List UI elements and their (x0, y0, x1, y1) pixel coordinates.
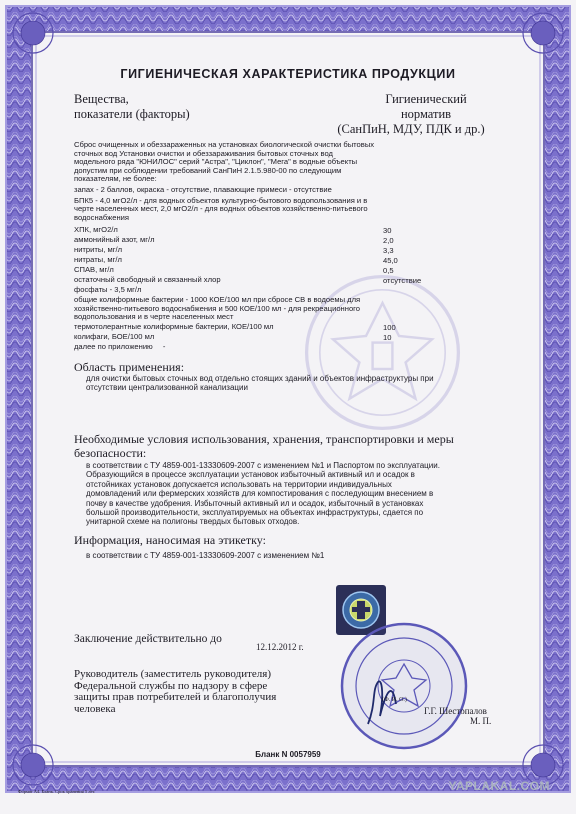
format-note: Формат А4. Бланк. Срок хранения 5 лет. (18, 789, 96, 794)
param-name: фосфаты - 3,5 мг/л (74, 285, 142, 294)
param-name: далее по приложению (74, 342, 153, 351)
header-right-line2: норматив (400, 107, 452, 121)
signatory-name: Г.Г. Шестопалов (424, 706, 487, 716)
param-row (74, 256, 122, 265)
signatory-line: защиты прав потребителей и благополучия (74, 691, 277, 703)
intro-line: БПК5 - 4,0 мгО2/л - для водных объектов культурно-бытового водопользования и в (74, 195, 368, 205)
conditions-heading (74, 432, 454, 460)
signatory-line: человека (74, 702, 116, 715)
conditions-line: унитарной схеме на полигоны твердых бытовых отходов. (86, 517, 300, 527)
coliform-line: общие колиформные бактерии - 1000 КОЕ/100 мл при сбросе СВ в водоемы для (74, 295, 361, 304)
scope-line: отсутствии централизованной канализации (86, 383, 248, 393)
scope-body (86, 374, 506, 393)
document-title: ГИГИЕНИЧЕСКАЯ ХАРАКТЕРИСТИКА ПРОДУКЦИИ (120, 67, 456, 81)
intro-line: Сброс очищенных и обеззараженных на установках биологической очистки бытовых (74, 140, 375, 149)
param-name: ХПК, мгО2/л (74, 225, 118, 234)
header-right-line1: Гигиенический (385, 92, 467, 106)
param-value: 45,0 (383, 256, 398, 265)
param-row (74, 236, 155, 245)
validity-date: 12.12.2012 г. (256, 642, 304, 652)
scope-heading: Область применения: (74, 360, 185, 374)
param-name: термотолерантные колиформные бактерии, КОЕ/100 мл (74, 322, 274, 331)
fio-caption: (Ф. И. О.) (382, 697, 407, 703)
param-row (74, 323, 274, 332)
param-value: 10 (383, 333, 392, 342)
conditions-line: отстойниках установок допускается использовать на территории индивидуальных (86, 479, 392, 489)
label-info-heading: Информация, наносимая на этикетку: (74, 533, 266, 547)
param-name: СПАВ, мг/л (74, 265, 114, 274)
param-name: нитриты, мг/л (74, 245, 123, 254)
conditions-line: в соответствии с ТУ 4859-001-13330609-2007 с изменением №1 и Паспортом по эксплуатации. (86, 461, 440, 470)
conditions-body (86, 461, 506, 527)
signatory-title (74, 669, 276, 715)
param-value: 30 (383, 226, 392, 235)
header-left-line2: показатели (факторы) (74, 107, 190, 121)
param-name: остаточный свободный и связанный хлор (74, 275, 221, 284)
validity-label: Заключение действительно до (74, 633, 222, 645)
header-norm (336, 92, 516, 137)
intro-text (74, 141, 484, 222)
conditions-line: большой производительности, эксплуатируемых на объектах инфраструктуры, сдается по (86, 508, 424, 518)
intro-line: черте населенных мест, 2,0 мгО2/л - для водных объектов хозяйственно-питьевого (74, 204, 368, 214)
intro-line: модельного ряда "ЮНИЛОС" серий "Астра", "Циклон", "Мега" в водные объекты (74, 157, 358, 167)
header-right-line3: (СанПиН, МДУ, ПДК и др.) (337, 122, 485, 136)
header-substances (74, 92, 190, 122)
param-value: отсутствие (383, 276, 422, 285)
signatory-line: Федеральной службы по надзору в сфере (74, 679, 268, 692)
intro-line: показателям, не более: (74, 174, 157, 184)
coliform-text (74, 296, 494, 322)
conditions-line: домовладений или фермерских хозяйств для компостирования с последующим внесением в (86, 489, 434, 499)
scope-line: для очистки бытовых сточных вод отдельно стоящих зданий и объектов инфраструктуры при (86, 374, 434, 383)
coliform-line: водопользования и в черте населенных мест (74, 312, 234, 322)
coliform-line: хозяйственно-питьевого водоснабжения и 500 КОЕ/100 мл - для рекреационного (74, 303, 360, 313)
param-row (74, 266, 114, 275)
conditions-line: Образующийся в процессе эксплуатации установок избыточный активный ил и осадок в (86, 470, 415, 480)
header-left-line1: Вещества, (74, 92, 129, 106)
label-info-line: в соответствии с ТУ 4859-001-13330609-2007 с изменением №1 (86, 551, 325, 560)
param-row (74, 276, 221, 285)
intro-line: водоснабжения (74, 212, 129, 222)
param-name: нитраты, мг/л (74, 255, 122, 264)
stamp-place-label: М. П. (470, 716, 492, 726)
intro-line: запах - 2 баллов, окраска - отсутствие, плавающие примеси - отсутствие (74, 184, 332, 194)
param-value: 0,5 (383, 266, 394, 275)
param-row (74, 343, 165, 352)
param-value: - (162, 342, 166, 351)
site-watermark: YAPLAKAL.COM (448, 779, 550, 793)
signatory-line: Руководитель (заместитель руководителя) (74, 668, 271, 680)
param-row (74, 286, 141, 295)
intro-line: допустим при соблюдении требований СанПиН 2.1.5.980-00 по следующим (74, 165, 342, 175)
intro-line: сточных вод Установки очистки и обеззараживания бытовых сточных вод (74, 148, 333, 158)
conditions-heading-line1: Необходимые условия использования, хранения, транспортировки и меры (74, 432, 454, 446)
param-row (74, 333, 154, 342)
param-value: 100 (383, 323, 396, 332)
blank-number: Бланк N 0057959 (255, 750, 321, 759)
official-stamp-icon (338, 620, 470, 752)
param-row (74, 246, 122, 255)
param-name: аммонийный азот, мг/л (74, 235, 155, 244)
conditions-line: почву в качестве удобрения. Избыточный активный ил и осадок, избыточный в установках (86, 498, 424, 508)
conditions-heading-line2: безопасности: (74, 446, 147, 460)
param-row (74, 226, 118, 235)
param-value: 3,3 (383, 246, 394, 255)
param-name: колифаги, БОЕ/100 мл (74, 332, 155, 341)
param-value: 2,0 (383, 236, 394, 245)
